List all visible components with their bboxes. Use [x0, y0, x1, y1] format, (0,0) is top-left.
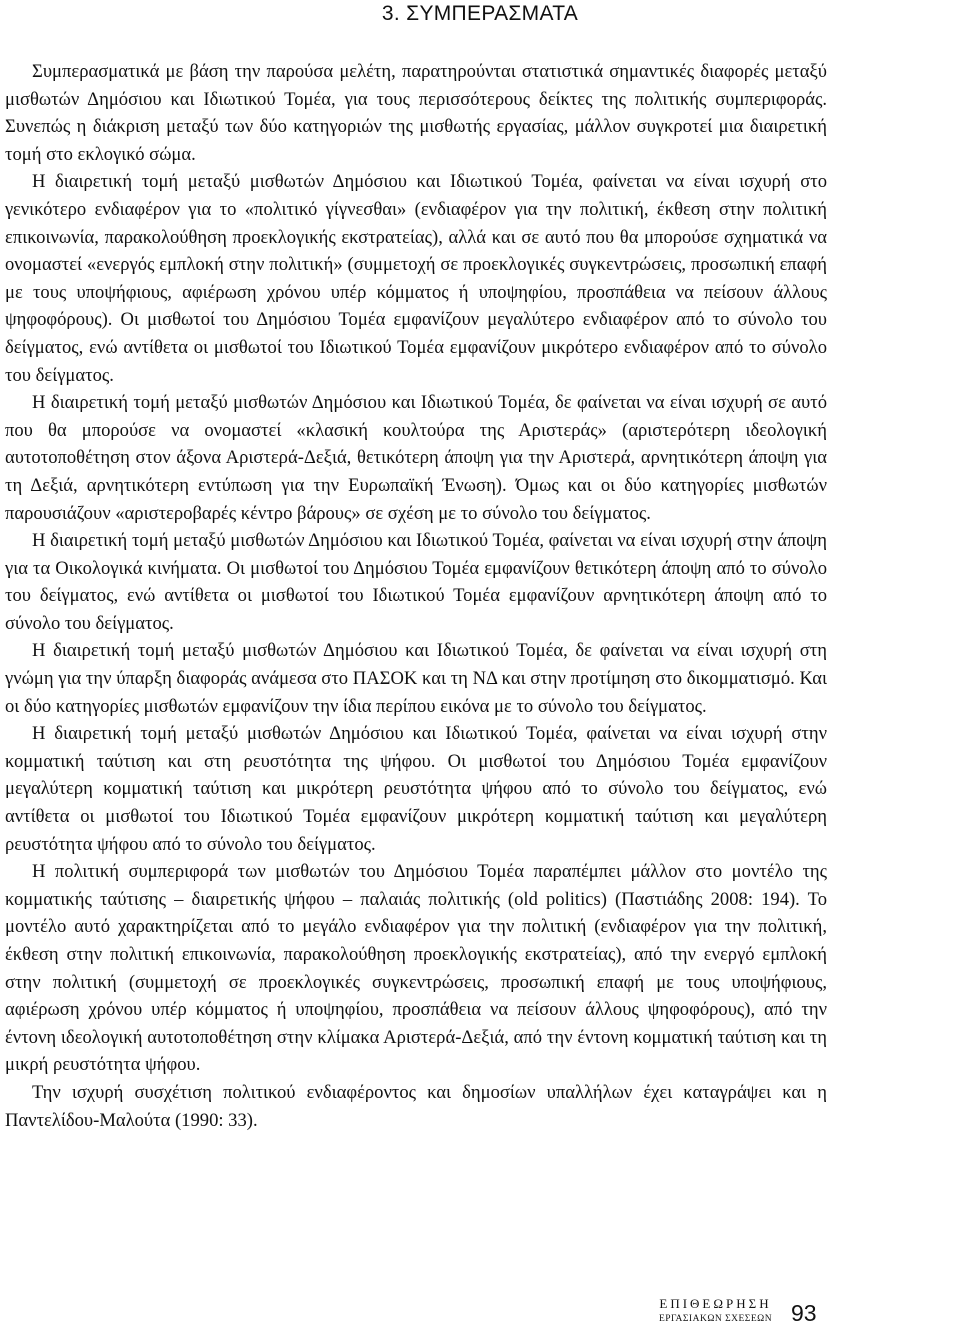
journal-subtitle: ΕΡΓΑΣΙΑΚΩΝ ΣΧΕΣΕΩΝ	[658, 1314, 773, 1324]
paragraph-7: Η πολιτική συμπεριφορά των μισθωτών του Δημόσιου Τομέα παραπέμπει μάλλον στο μοντέλο της κομματικής ταύτισης – διαιρετικής ψήφου – παλαιάς πολιτικής (old politics) (Παστιάδης 2008: 194). Το μοντέλο αυτό χαρακτηρίζεται από το μεγάλο ενδιαφέρον για την πολιτική (ενδιαφέρον για την πολιτική, έκθεση στην πολιτική επικοινωνία, παρακολούθηση προεκλογικής εκστρατείας), από την ενεργό εμπλοκή στην πολιτική (συμμετοχή σε προεκλογικές συγκεντρώσεις, προσωπική επαφή με τους υποψήφιους, αφιέρωση χρόνου υπέρ κόμματος ή υποψηφίου, προσπάθεια να πείσουν άλλους ψηφοφόρους), από την έντονη ιδεολογική αυτοτοποθέτηση στην κλίμακα Αριστερά-Δεξιά, από την έντονη κομματική ταύτιση και τη μικρή ρευστότητα ψήφου.	[5, 861, 827, 1076]
paragraph-4: Η διαιρετική τομή μεταξύ μισθωτών Δημόσιου και Ιδιωτικού Τομέα, φαίνεται να είναι ισχυρή στην άποψη για τα Οικολογικά κινήματα. Οι μισθωτοί του Δημόσιου Τομέα εμφανίζουν θετικότερη άποψη από το σύνολο του δείγματος, ενώ αντίθετα οι μισθωτοί του Ιδιωτικού Τομέα εμφανίζουν αρνητικότερη άποψη από το σύνολο του δείγματος.	[5, 530, 827, 634]
page-footer	[648, 1296, 828, 1332]
paragraph-3: Η διαιρετική τομή μεταξύ μισθωτών Δημόσιου και Ιδιωτικού Τομέα, δε φαίνεται να είναι ισχυρή σε αυτό που θα μπορούσε να ονομαστεί «κλασική κουλτούρα της Αριστεράς» (αριστερότερη ιδεολογική αυτοτοποθέτηση στον άξονα Αριστερά-Δεξιά, θετικότερη άποψη για την Αριστερά, αρνητικότερη άποψη για τη Δεξιά, αρνητικότερη εντύπωση για την Ευρωπαϊκή Ένωση). Όμως και οι δύο κατηγορίες μισθωτών παρουσιάζουν «αριστεροβαρές κέντρο βάρους» σε σχέση με το σύνολο του δείγματος.	[5, 392, 827, 524]
page-number: 93	[791, 1300, 817, 1326]
journal-name: ΕΠΙΘΕΩΡΗΣΗ	[659, 1296, 772, 1311]
paragraph-2: Η διαιρετική τομή μεταξύ μισθωτών Δημόσιου και Ιδιωτικού Τομέα, φαίνεται να είναι ισχυρή στο γενικότερο ενδιαφέρον για το «πολιτικό γίγνεσθαι» (ενδιαφέρον για την πολιτική, έκθεση στην πολιτική επικοινωνία, παρακολούθηση προεκλογικής εκστρατείας), αλλά και σε αυτό που θα μπορούσε σχηματικά να ονομαστεί «ενεργός εμπλοκή στην πολιτική» (συμμετοχή σε προεκλογικές συγκεντρώσεις, προσωπική επαφή με τους υποψήφιους, αφιέρωση χρόνου υπέρ κόμματος ή υποψηφίου, προσπάθεια να πείσουν άλλους ψηφοφόρους). Οι μισθωτοί του Δημόσιου Τομέα εμφανίζουν μεγαλύτερο ενδιαφέρον από το σύνολο του δείγματος, ενώ αντίθετα οι μισθωτοί του Ιδιωτικού Τομέα εμφανίζουν μικρότερο ενδιαφέρον από το σύνολο του δείγματος.	[5, 171, 827, 386]
body-text	[5, 58, 827, 1134]
section-title: 3. ΣΥΜΠΕΡΑΣΜΑΤΑ	[381, 2, 579, 25]
paragraph-1: Συμπερασματικά με βάση την παρούσα μελέτη, παρατηρούνται στατιστικά σημαντικές διαφορές μεταξύ μισθωτών Δημόσιου και Ιδιωτικού Τομέα, για τους περισσότερους δείκτες της πολιτικής συμπεριφοράς. Συνεπώς η διάκριση μεταξύ των δύο κατηγοριών της μισθωτής εργασίας, μάλλον συγκροτεί μια διαιρετική τομή στο εκλογικό σώμα.	[5, 61, 827, 165]
paragraph-6: Η διαιρετική τομή μεταξύ μισθωτών Δημόσιου και Ιδιωτικού Τομέα, φαίνεται να είναι ισχυρή στην κομματική ταύτιση και στη ρευστότητα της ψήφου. Οι μισθωτοί του Δημόσιου Τομέα εμφανίζουν μεγαλύτερη κομματική ταύτιση και μικρότερη ρευστότητα ψήφου από το σύνολο του δείγματος, ενώ αντίθετα οι μισθωτοί του Ιδιωτικού Τομέα εμφανίζουν μικρότερη κομματική ταύτιση και μεγαλύτερη ρευστότητα ψήφου από το σύνολο του δείγματος.	[5, 723, 827, 855]
paragraph-8: Την ισχυρή συσχέτιση πολιτικού ενδιαφέροντος και δημοσίων υπαλλήλων έχει καταγράψει και η Παντελίδου-Μαλούτα (1990: 33).	[5, 1081, 827, 1131]
paragraph-5: Η διαιρετική τομή μεταξύ μισθωτών Δημόσιου και Ιδιωτικού Τομέα, δε φαίνεται να είναι ισχυρή στη γνώμη για την ύπαρξη διαφοράς ανάμεσα στο ΠΑΣΟΚ και τη ΝΔ και στην προτίμηση στο δικομματισμό. Και οι δύο κατηγορίες μισθωτών εμφανίζουν την ίδια περίπου εικόνα με το σύνολο του δείγματος.	[5, 640, 827, 717]
